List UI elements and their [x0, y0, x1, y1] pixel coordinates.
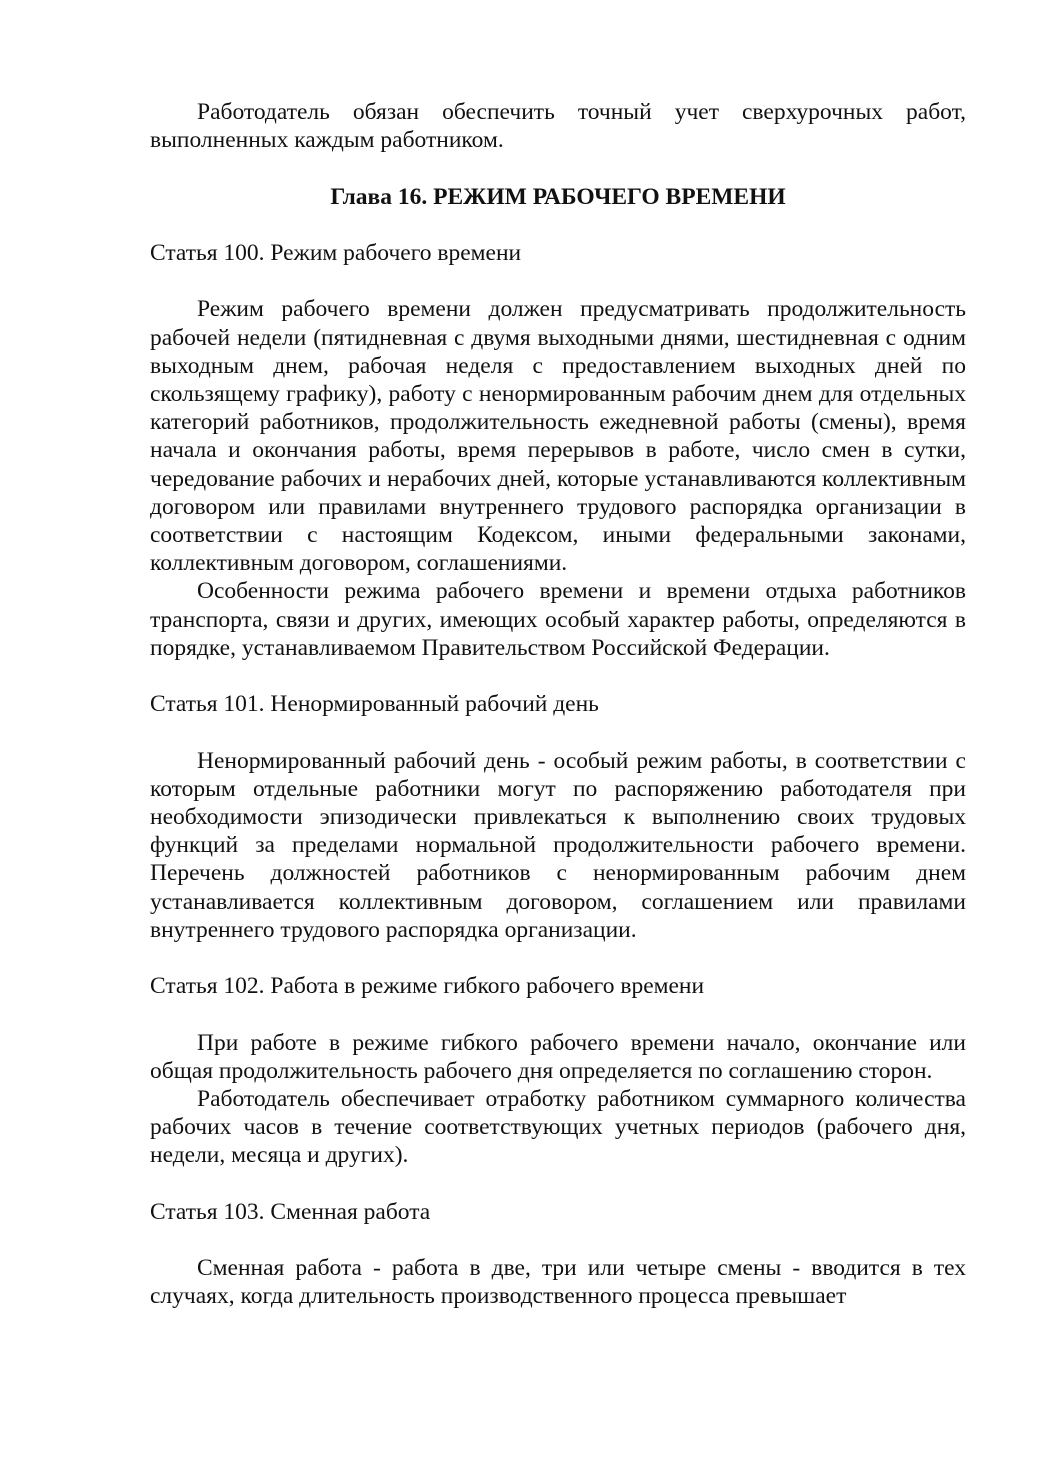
spacer [150, 154, 966, 182]
chapter-title: Глава 16. РЕЖИМ РАБОЧЕГО ВРЕМЕНИ [330, 183, 786, 210]
article-102-paragraph-2: Работодатель обеспечивает отработку работником суммарного количества рабочих часов в течение соответствующих учетных периодов (рабочего дня, недели, месяца и других). [150, 1086, 966, 1169]
article-101-title: Статья 101. Ненормированный рабочий день [150, 691, 599, 718]
spacer [150, 211, 966, 239]
article-103-title: Статья 103. Сменная работа [150, 1198, 431, 1225]
article-102-paragraph-1: При работе в режиме гибкого рабочего времени начало, окончание или общая продолжительность рабочего дня определяется по соглашению сторон. [150, 1029, 966, 1084]
spacer [150, 267, 966, 295]
spacer [150, 662, 966, 690]
spacer [150, 718, 966, 746]
document-page [150, 98, 966, 1311]
spacer [150, 1000, 966, 1028]
article-100-paragraph-2: Особенности режима рабочего времени и времени отдыха работников транспорта, связи и других, имеющих особый характер работы, определяются в порядке, устанавливаемом Правительством Российской Федерации. [150, 578, 966, 661]
spacer [150, 1170, 966, 1198]
spacer [150, 1226, 966, 1254]
paragraph-overtime-record: Работодатель обязан обеспечить точный учет сверхурочных работ, выполненных каждым работником. [150, 99, 966, 154]
spacer [150, 944, 966, 972]
article-103-paragraph-1: Сменная работа - работа в две, три или четыре смены - вводится в тех случаях, когда длительность производственного процесса превышает [150, 1255, 966, 1310]
article-101-paragraph-1: Ненормированный рабочий день - особый режим работы, в соответствии с которым отдельные работники могут по распоряжению работодателя при необходимости эпизодически привлекаться к выполнению своих трудовых функций за пределами нормальной продолжительности рабочего времени. Перечень должностей работников с ненормированным рабочим днем устанавливается коллективным договором, соглашением или правилами внутреннего трудового распорядка организации. [150, 747, 966, 943]
article-100-title: Статья 100. Режим рабочего времени [150, 239, 522, 266]
article-100-paragraph-1: Режим рабочего времени должен предусматривать продолжительность рабочей недели (пятидневная с двумя выходными днями, шестидневная с одним выходным днем, рабочая неделя с предоставлением выходных дней по скользящему графику), работу с ненормированным рабочим днем для отдельных категорий работников, продолжительность ежедневной работы (смены), время начала и окончания работы, время перерывов в работе, число смен в сутки, чередование рабочих и нерабочих дней, которые устанавливаются коллективным договором или правилами внутреннего трудового распорядка организации в соответствии с настоящим Кодексом, иными федеральными законами, коллективным договором, соглашениями. [150, 296, 966, 577]
article-102-title: Статья 102. Работа в режиме гибкого рабочего времени [150, 973, 705, 1000]
